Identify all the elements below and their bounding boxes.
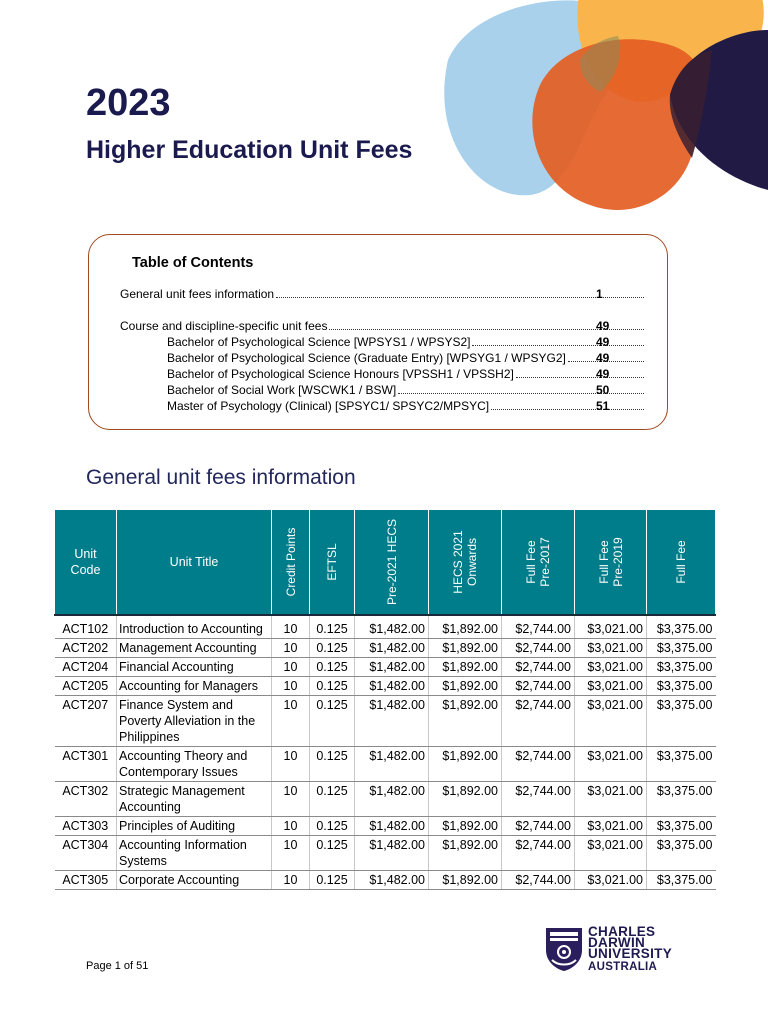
toc-entry-text: Bachelor of Psychological Science (Graduate Entry) [WPSYG1 / WPSYG2] bbox=[167, 351, 566, 365]
unit-code-cell: ACT304 bbox=[55, 836, 117, 871]
pre2021-hecs-cell: $1,482.00 bbox=[355, 615, 429, 639]
unit-code-cell: ACT102 bbox=[55, 615, 117, 639]
full-fee-pre2019-cell: $3,021.00 bbox=[575, 696, 647, 747]
unit-code-cell: ACT207 bbox=[55, 696, 117, 747]
logo-text-line: UNIVERSITY bbox=[588, 946, 673, 961]
credit-points-cell: 10 bbox=[272, 747, 310, 782]
toc-title: Table of Contents bbox=[132, 255, 254, 271]
eftsl-cell: 0.125 bbox=[310, 871, 355, 890]
page-number: Page 1 of 51 bbox=[86, 960, 149, 972]
credit-points-cell: 10 bbox=[272, 817, 310, 836]
toc-leader-dots bbox=[276, 287, 644, 298]
unit-code-cell: ACT305 bbox=[55, 871, 117, 890]
table-row bbox=[55, 817, 716, 836]
credit-points-cell: 10 bbox=[272, 615, 310, 639]
toc-entry[interactable] bbox=[120, 287, 646, 303]
pre2021-hecs-cell: $1,482.00 bbox=[355, 658, 429, 677]
full-fee-pre2017-cell: $2,744.00 bbox=[502, 639, 575, 658]
full-fee-pre2017-cell: $2,744.00 bbox=[502, 677, 575, 696]
toc-subentry[interactable] bbox=[167, 351, 646, 367]
unit-title-cell: Accounting Information Systems bbox=[117, 836, 272, 871]
table-header-row bbox=[55, 510, 716, 616]
logo-text-line: CHARLES bbox=[588, 924, 656, 939]
full-fee-pre2019-cell: $3,021.00 bbox=[575, 747, 647, 782]
unit-code-cell: ACT202 bbox=[55, 639, 117, 658]
unit-title-cell: Financial Accounting bbox=[117, 658, 272, 677]
toc-page-number: 1 bbox=[596, 287, 603, 301]
pre2021-hecs-cell: $1,482.00 bbox=[355, 871, 429, 890]
unit-code-cell: ACT205 bbox=[55, 677, 117, 696]
full-fee-pre2019-cell: $3,021.00 bbox=[575, 677, 647, 696]
header-full-fee: Full Fee bbox=[647, 510, 716, 616]
toc-entry[interactable] bbox=[120, 319, 646, 335]
hecs2021-cell: $1,892.00 bbox=[429, 836, 502, 871]
table-row bbox=[55, 696, 716, 747]
hecs2021-cell: $1,892.00 bbox=[429, 658, 502, 677]
table-row bbox=[55, 615, 716, 639]
full-fee-cell: $3,375.00 bbox=[647, 658, 716, 677]
logo-text-line: DARWIN bbox=[588, 935, 646, 950]
table-row bbox=[55, 658, 716, 677]
unit-title-cell: Management Accounting bbox=[117, 639, 272, 658]
eftsl-cell: 0.125 bbox=[310, 782, 355, 817]
full-fee-pre2017-cell: $2,744.00 bbox=[502, 782, 575, 817]
full-fee-pre2019-cell: $3,021.00 bbox=[575, 639, 647, 658]
university-logo bbox=[544, 924, 704, 976]
unit-title-cell: Accounting for Managers bbox=[117, 677, 272, 696]
credit-points-cell: 10 bbox=[272, 836, 310, 871]
university-crest-icon bbox=[544, 926, 584, 972]
hecs2021-cell: $1,892.00 bbox=[429, 871, 502, 890]
hecs2021-cell: $1,892.00 bbox=[429, 677, 502, 696]
pre2021-hecs-cell: $1,482.00 bbox=[355, 677, 429, 696]
full-fee-pre2017-cell: $2,744.00 bbox=[502, 747, 575, 782]
unit-fees-table bbox=[54, 509, 716, 890]
eftsl-cell: 0.125 bbox=[310, 817, 355, 836]
unit-title-cell: Corporate Accounting bbox=[117, 871, 272, 890]
full-fee-cell: $3,375.00 bbox=[647, 782, 716, 817]
eftsl-cell: 0.125 bbox=[310, 677, 355, 696]
eftsl-cell: 0.125 bbox=[310, 658, 355, 677]
credit-points-cell: 10 bbox=[272, 658, 310, 677]
decorative-shapes bbox=[430, 0, 768, 220]
section-heading: General unit fees information bbox=[86, 466, 356, 489]
pre2021-hecs-cell: $1,482.00 bbox=[355, 639, 429, 658]
header-eftsl: EFTSL bbox=[310, 510, 355, 616]
unit-code-cell: ACT204 bbox=[55, 658, 117, 677]
toc-entry-text: Bachelor of Psychological Science Honours [VPSSH1 / VPSSH2] bbox=[167, 367, 514, 381]
full-fee-cell: $3,375.00 bbox=[647, 677, 716, 696]
toc-entry-text: General unit fees information bbox=[120, 287, 275, 301]
unit-title-cell: Accounting Theory and Contemporary Issues bbox=[117, 747, 272, 782]
toc-subentry[interactable] bbox=[167, 367, 646, 383]
table-of-contents bbox=[88, 234, 668, 430]
credit-points-cell: 10 bbox=[272, 639, 310, 658]
full-fee-pre2019-cell: $3,021.00 bbox=[575, 817, 647, 836]
toc-entry-text: Course and discipline-specific unit fees bbox=[120, 319, 328, 333]
full-fee-pre2017-cell: $2,744.00 bbox=[502, 658, 575, 677]
toc-page-number: 49 bbox=[596, 367, 610, 381]
eftsl-cell: 0.125 bbox=[310, 747, 355, 782]
header-unit-code: Unit Code bbox=[55, 510, 117, 616]
table-row bbox=[55, 639, 716, 658]
full-fee-pre2019-cell: $3,021.00 bbox=[575, 782, 647, 817]
full-fee-cell: $3,375.00 bbox=[647, 696, 716, 747]
unit-title-cell: Introduction to Accounting bbox=[117, 615, 272, 639]
full-fee-pre2017-cell: $2,744.00 bbox=[502, 871, 575, 890]
full-fee-pre2017-cell: $2,744.00 bbox=[502, 696, 575, 747]
hecs2021-cell: $1,892.00 bbox=[429, 639, 502, 658]
hecs2021-cell: $1,892.00 bbox=[429, 747, 502, 782]
toc-page-number: 51 bbox=[596, 399, 610, 413]
full-fee-pre2019-cell: $3,021.00 bbox=[575, 836, 647, 871]
table-row bbox=[55, 836, 716, 871]
credit-points-cell: 10 bbox=[272, 696, 310, 747]
toc-subentry[interactable] bbox=[167, 335, 646, 351]
toc-entry-text: Master of Psychology (Clinical) [SPSYC1/ SPSYC2/MPSYC] bbox=[167, 399, 490, 413]
full-fee-cell: $3,375.00 bbox=[647, 836, 716, 871]
document-year: 2023 bbox=[86, 82, 171, 124]
credit-points-cell: 10 bbox=[272, 782, 310, 817]
toc-subentry[interactable] bbox=[167, 399, 646, 415]
pre2021-hecs-cell: $1,482.00 bbox=[355, 836, 429, 871]
eftsl-cell: 0.125 bbox=[310, 696, 355, 747]
hecs2021-cell: $1,892.00 bbox=[429, 696, 502, 747]
header-hecs2021-onwards: HECS 2021 Onwards bbox=[429, 510, 502, 616]
table-row bbox=[55, 677, 716, 696]
full-fee-pre2017-cell: $2,744.00 bbox=[502, 817, 575, 836]
full-fee-pre2017-cell: $2,744.00 bbox=[502, 836, 575, 871]
unit-code-cell: ACT303 bbox=[55, 817, 117, 836]
toc-page-number: 49 bbox=[596, 319, 610, 333]
unit-title-cell: Strategic Management Accounting bbox=[117, 782, 272, 817]
hecs2021-cell: $1,892.00 bbox=[429, 615, 502, 639]
table-row bbox=[55, 871, 716, 890]
table-row bbox=[55, 782, 716, 817]
full-fee-cell: $3,375.00 bbox=[647, 615, 716, 639]
header-unit-title: Unit Title bbox=[117, 510, 272, 616]
header-pre2021-hecs: Pre-2021 HECS bbox=[355, 510, 429, 616]
table-row bbox=[55, 747, 716, 782]
toc-page-number: 49 bbox=[596, 335, 610, 349]
eftsl-cell: 0.125 bbox=[310, 639, 355, 658]
full-fee-pre2019-cell: $3,021.00 bbox=[575, 871, 647, 890]
unit-code-cell: ACT301 bbox=[55, 747, 117, 782]
toc-entry-text: Bachelor of Social Work [WSCWK1 / BSW] bbox=[167, 383, 397, 397]
toc-subentry[interactable] bbox=[167, 383, 646, 399]
unit-title-cell: Finance System and Poverty Alleviation in the Philippines bbox=[117, 696, 272, 747]
hecs2021-cell: $1,892.00 bbox=[429, 817, 502, 836]
pre2021-hecs-cell: $1,482.00 bbox=[355, 696, 429, 747]
header-full-fee-pre2019: Full Fee Pre-2019 bbox=[575, 510, 647, 616]
full-fee-cell: $3,375.00 bbox=[647, 817, 716, 836]
hecs2021-cell: $1,892.00 bbox=[429, 782, 502, 817]
full-fee-cell: $3,375.00 bbox=[647, 639, 716, 658]
full-fee-pre2019-cell: $3,021.00 bbox=[575, 658, 647, 677]
full-fee-pre2019-cell: $3,021.00 bbox=[575, 615, 647, 639]
pre2021-hecs-cell: $1,482.00 bbox=[355, 817, 429, 836]
eftsl-cell: 0.125 bbox=[310, 615, 355, 639]
pre2021-hecs-cell: $1,482.00 bbox=[355, 747, 429, 782]
credit-points-cell: 10 bbox=[272, 677, 310, 696]
toc-page-number: 49 bbox=[596, 351, 610, 365]
unit-title-cell: Principles of Auditing bbox=[117, 817, 272, 836]
header-credit-points: Credit Points bbox=[272, 510, 310, 616]
credit-points-cell: 10 bbox=[272, 871, 310, 890]
full-fee-cell: $3,375.00 bbox=[647, 747, 716, 782]
full-fee-cell: $3,375.00 bbox=[647, 871, 716, 890]
pre2021-hecs-cell: $1,482.00 bbox=[355, 782, 429, 817]
eftsl-cell: 0.125 bbox=[310, 836, 355, 871]
unit-code-cell: ACT302 bbox=[55, 782, 117, 817]
toc-entry-text: Bachelor of Psychological Science [WPSYS1 / WPSYS2] bbox=[167, 335, 471, 349]
toc-page-number: 50 bbox=[596, 383, 610, 397]
document-title: Higher Education Unit Fees bbox=[86, 136, 413, 164]
logo-text-line: AUSTRALIA bbox=[588, 961, 658, 973]
full-fee-pre2017-cell: $2,744.00 bbox=[502, 615, 575, 639]
header-full-fee-pre2017: Full Fee Pre-2017 bbox=[502, 510, 575, 616]
